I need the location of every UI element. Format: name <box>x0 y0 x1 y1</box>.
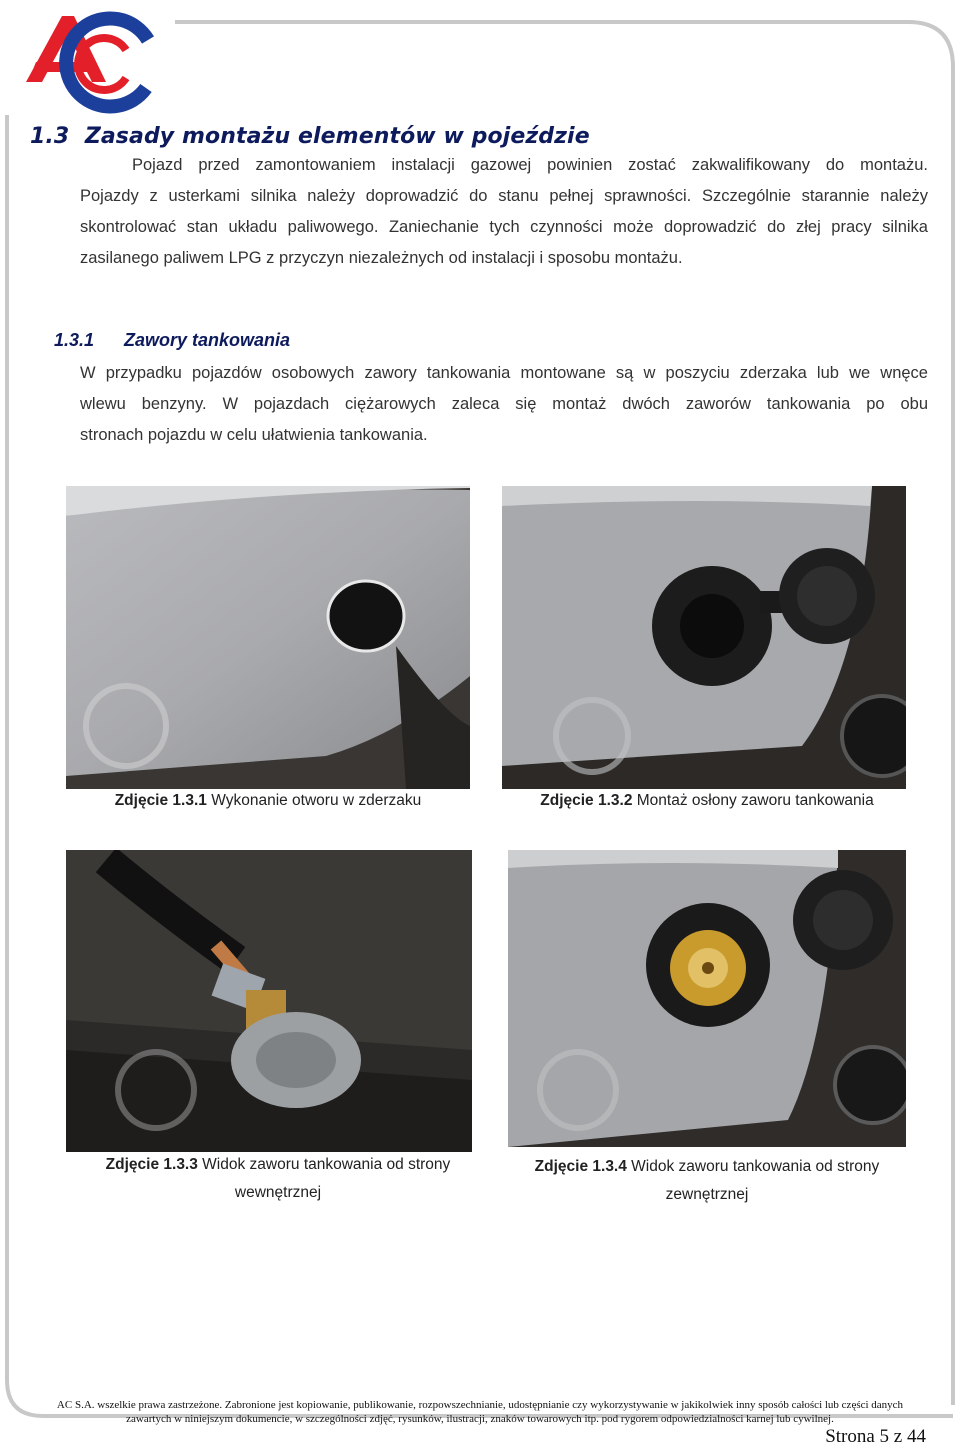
caption-1-text: Wykonanie otworu w zderzaku <box>206 792 422 809</box>
footer-line-2: zawartych w niniejszym dokumencie, w szczególności zdjęć, rysunków, ilustracji, znaków towarowych itp. pod rygorem odpowiedzialności karnej lub cywilnej. <box>126 1413 834 1425</box>
section-heading: Zasady montażu elementów w pojeździe <box>84 124 590 149</box>
caption-3-text-2: wewnętrznej <box>234 1184 322 1201</box>
caption-4 <box>502 1153 912 1209</box>
caption-4-text: Widok zaworu tankowania od strony <box>626 1158 880 1175</box>
page-number: Strona 5 z 44 <box>825 1426 926 1447</box>
subsection-title <box>54 330 290 351</box>
caption-4-label: Zdjęcie 1.3.4 <box>534 1158 627 1175</box>
caption-1-label: Zdjęcie 1.3.1 <box>114 792 207 809</box>
intro-line: Pojazd przed zamontowaniem instalacji gazowej powinien zostać zakwalifikowany do montażu. <box>132 156 928 174</box>
ac-logo <box>22 6 158 114</box>
photo-valve-outside <box>508 850 906 1147</box>
intro-line: skontrolować stan układu paliwowego. Zaniechanie tych czynności może doprowadzić do złej pracy silnika <box>80 218 928 236</box>
footer-line-1: AC S.A. wszelkie prawa zastrzeżone. Zabronione jest kopiowanie, publikowanie, rozpowszechnianie, udostępnianie czy wykorzystywanie w jakikolwiek inny sposób całości lub części danych <box>56 1399 904 1411</box>
photo-bumper-hole <box>66 486 470 789</box>
intro-paragraph <box>80 150 928 274</box>
caption-2-text: Montaż osłony zaworu tankowania <box>632 792 874 809</box>
caption-3-label: Zdjęcie 1.3.3 <box>105 1156 198 1173</box>
caption-2 <box>502 787 912 815</box>
caption-2-label: Zdjęcie 1.3.2 <box>540 792 633 809</box>
section-title <box>30 124 590 149</box>
subsection-number: 1.3.1 <box>54 330 95 350</box>
subsection-heading: Zawory tankowania <box>124 330 291 350</box>
subsection-line: W przypadku pojazdów osobowych zawory tankowania montowane są w poszyciu zderzaka lub we wnęce <box>80 364 928 382</box>
caption-1 <box>66 787 470 815</box>
subsection-paragraph <box>80 358 928 451</box>
footer-copyright <box>0 1398 960 1426</box>
intro-line: zasilanego paliwem LPG z przyczyn niezależnych od instalacji i sposobu montażu. <box>80 249 683 267</box>
section-number: 1.3 <box>30 124 70 149</box>
caption-3 <box>66 1151 490 1207</box>
caption-3-text: Widok zaworu tankowania od strony <box>197 1156 451 1173</box>
intro-line: Pojazdy z usterkami silnika należy doprowadzić do stanu pełnej sprawności. Szczególnie starannie należy <box>80 187 928 205</box>
subsection-line: wlewu benzyny. W pojazdach ciężarowych zaleca się montaż dwóch zaworów tankowania po obu <box>80 395 928 413</box>
caption-4-text-2: zewnętrznej <box>665 1186 749 1203</box>
subsection-line: stronach pojazdu w celu ułatwienia tankowania. <box>80 426 428 444</box>
photo-valve-inside <box>66 850 472 1152</box>
photo-valve-cover <box>502 486 906 789</box>
